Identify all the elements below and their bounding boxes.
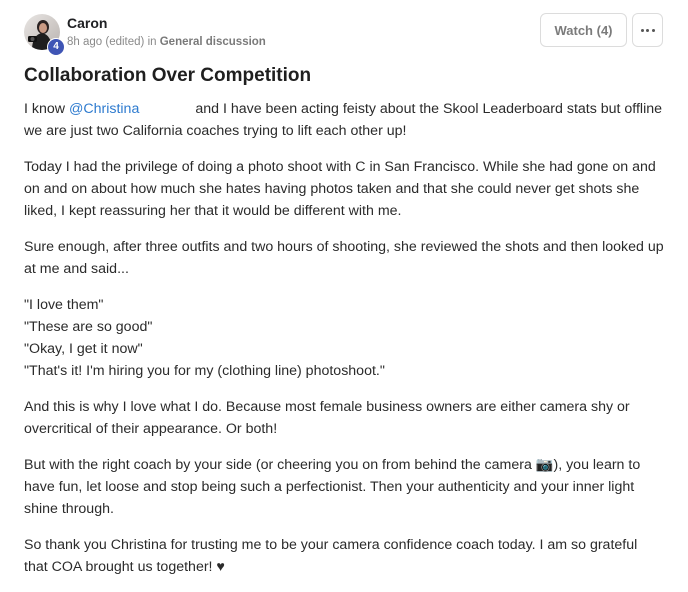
post-subline (67, 34, 266, 50)
author-meta (67, 14, 266, 50)
quote-line: "I love them" (24, 297, 104, 313)
p1-before: I know (24, 101, 69, 117)
post-body (24, 98, 664, 592)
category-link[interactable]: General discussion (159, 36, 266, 48)
quote-line: "These are so good" (24, 319, 153, 335)
in-word: in (147, 36, 157, 48)
quotes-block (24, 294, 664, 382)
more-options-button[interactable] (632, 13, 663, 47)
level-badge: 4 (47, 38, 65, 56)
paragraph-3: Sure enough, after three outfits and two hours of shooting, she reviewed the shots and then looked up at me and said... (24, 239, 664, 277)
quote-line: "Okay, I get it now" (24, 341, 143, 357)
paragraph-6: But with the right coach by your side (or cheering you on from behind the camera 📷), you learn to have fun, let loose and stop being such a perfectionist. Then your authenticity and your inner light shine through. (24, 457, 641, 517)
quote-line: "That's it! I'm hiring you for my (clothing line) photoshoot." (24, 363, 385, 379)
mention-link[interactable]: @Christina (68, 101, 140, 117)
post-header (24, 12, 266, 52)
watch-button[interactable]: Watch (4) (540, 13, 627, 47)
p1-after: and I have been acting feisty about the Skool Leaderboard stats but offline we are just two California coaches trying to lift each other up! (24, 101, 663, 139)
author-avatar-wrapper[interactable] (24, 14, 60, 50)
post-title: Collaboration Over Competition (24, 65, 312, 86)
paragraph-1 (24, 98, 664, 142)
post-time: 8h ago (edited) (67, 36, 145, 48)
paragraph-5: And this is why I love what I do. Because most female business owners are either camera shy or overcritical of their appearance. Or both! (24, 399, 630, 437)
more-dots-icon (641, 29, 655, 32)
paragraph-2: Today I had the privilege of doing a photo shoot with C in San Francisco. While she had gone on and on and on about how much she hates having photos taken and that she could never get shots she liked, I kept reassuring her that it would be different with me. (24, 159, 656, 219)
paragraph-7: So thank you Christina for trusting me to be your camera confidence coach today. I am so grateful that COA brought us together! ♥ (24, 537, 638, 575)
author-name[interactable]: Caron (67, 15, 108, 31)
